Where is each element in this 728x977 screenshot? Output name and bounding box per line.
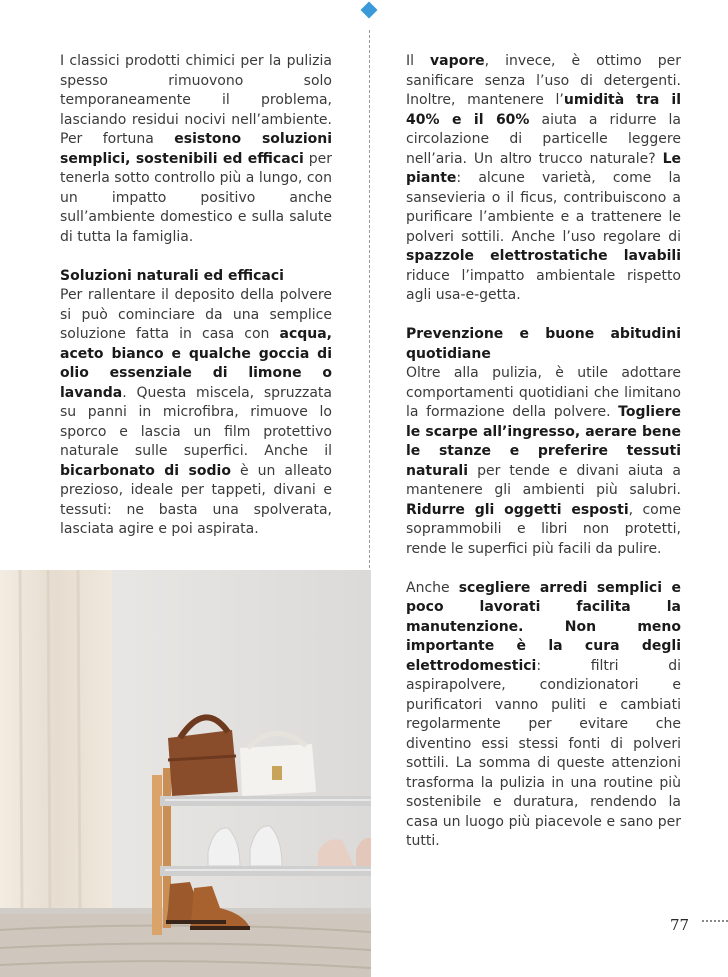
shoe-rack-photo xyxy=(0,570,371,977)
right-column xyxy=(406,52,681,852)
section-heading-prevention: Prevenzione e buone abitudini quotidiane xyxy=(406,326,681,362)
decorative-diamond xyxy=(361,2,378,19)
left-column xyxy=(60,52,332,540)
page-number-dots xyxy=(702,920,728,922)
intro-paragraph: I classici prodotti chimici per la pulizia spesso rimuovono solo temporaneamente il problema, lasciando residui nocivi nell’ambiente. Per fortuna esistono soluzioni semplici, sostenibili ed efficaci per tenerla sotto controllo più a lungo, con un impatto positivo anche sull’ambiente domestico e sulla salute di tutta la famiglia. xyxy=(60,53,333,245)
section-heading-natural-solutions: Soluzioni naturali ed efficaci xyxy=(60,267,284,284)
page-number: 77 xyxy=(670,916,690,934)
prevention-paragraph: Oltre alla pulizia, è utile adottare comportamenti quotidiani che limitano la formazione della polvere. Togliere le scarpe all’ingresso, aerare bene le stanze e preferire tessuti naturali per tende e divani aiuta a mantenere gli ambienti più salubri. Ridurre gli oggetti esposti, come soprammobili e libri non protetti, rende le superfici più facili da pulire. xyxy=(406,365,681,557)
steam-paragraph: Il vapore, invece, è ottimo per sanificare senza l’uso di detergenti. Inoltre, mantenere l’umidità tra il 40% e il 60% aiuta a ridurre la circolazione di particelle leggere nell’aria. Un altro trucco naturale? Le piante: alcune varietà, come la sansevieria o il ficus, contribuiscono a purificare l’ambiente e a trattenere le polveri sottili. Anche l’uso regolare di spazzole elettrostatiche lavabili riduce l’impatto ambientale rispetto agli usa-e-getta. xyxy=(406,53,681,303)
closing-paragraph: Anche scegliere arredi semplici e poco lavorati facilita la manutenzione. Non meno importante è la cura degli elettrodomestici: filtri di aspirapolvere, condizionatori e purificatori vanno puliti e cambiati regolarmente per evitare che diventino essi stessi fonti di polveri sottili. La somma di queste attenzioni trasforma la pulizia in una routine più sostenibile e duratura, rendendo la casa un luogo più piacevole e sano per tutti. xyxy=(406,579,681,849)
natural-solutions-paragraph: Per rallentare il deposito della polvere si può cominciare da una semplice soluzione fatta in casa con acqua, aceto bianco e qualche goccia di olio essenziale di limone o lavanda. Questa miscela, spruzzata su panni in microfibra, rimuove lo sporco e lascia un film protettivo naturale sulle superfici. Anche il bicarbonato di sodio è un alleato prezioso, ideale per tappeti, divani e tessuti: ne basta una spolverata, lasciata agire e poi aspirata. xyxy=(60,287,332,537)
